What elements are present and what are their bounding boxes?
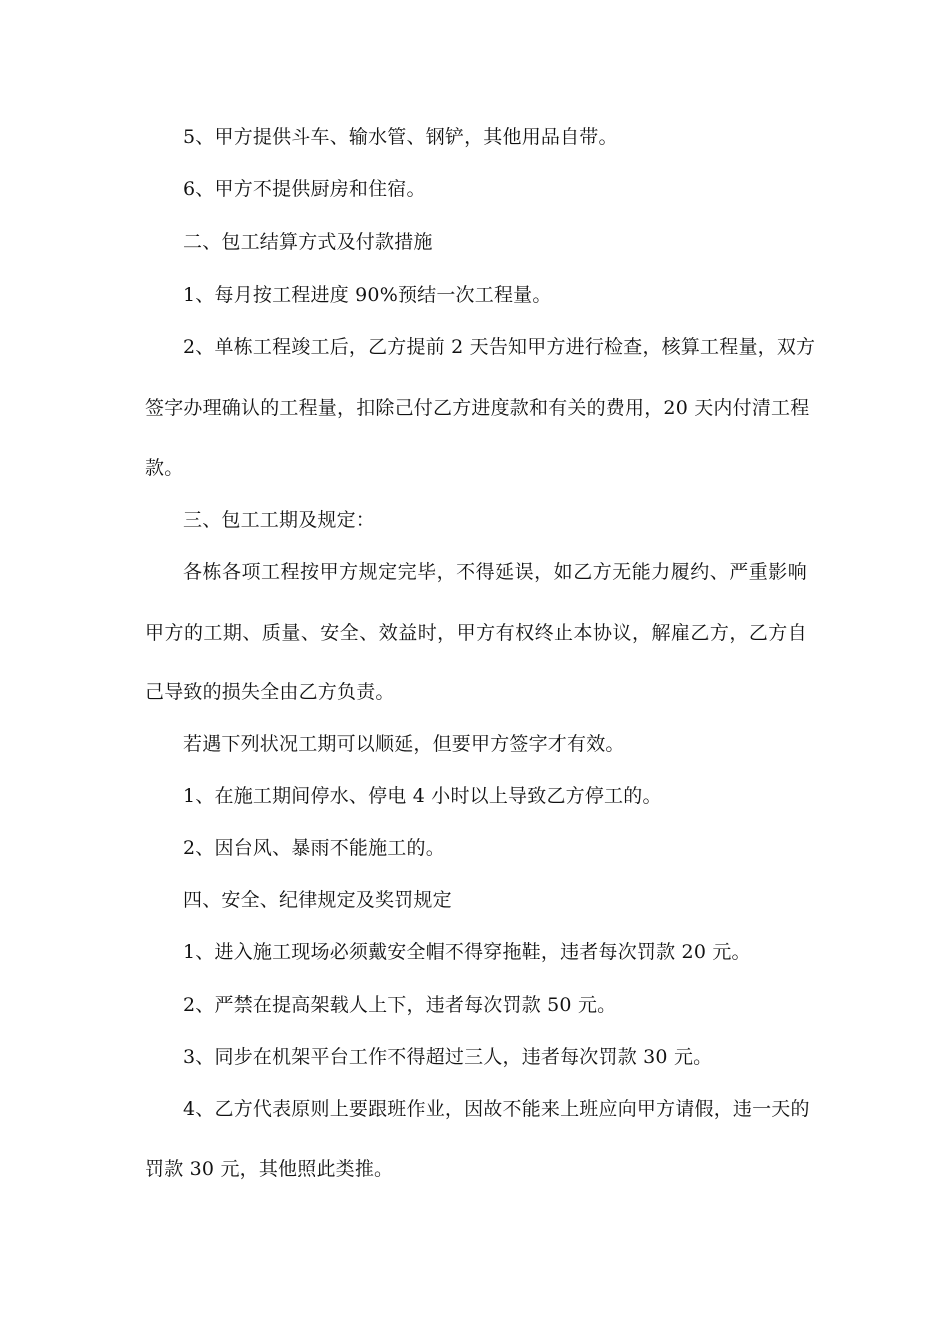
settlement-clause-1: 1、每月按工程进度 90%预结一次工程量。 bbox=[183, 284, 552, 306]
extension-condition-2: 2、因台风、暴雨不能施工的。 bbox=[183, 837, 445, 859]
clause-5-tools: 5、甲方提供斗车、输水管、钢铲，其他用品自带。 bbox=[183, 126, 618, 148]
schedule-paragraph-line-2: 甲方的工期、质量、安全、效益时，甲方有权终止本协议，解雇乙方，乙方自 bbox=[145, 622, 807, 644]
settlement-clause-2-line-2: 签字办理确认的工程量，扣除己付乙方进度款和有关的费用，20 天内付清工程 bbox=[145, 397, 810, 419]
schedule-paragraph-line-3: 己导致的损失全由乙方负责。 bbox=[145, 681, 395, 703]
safety-clause-4-line-2: 罚款 30 元，其他照此类推。 bbox=[145, 1158, 394, 1180]
safety-clause-3: 3、同步在机架平台工作不得超过三人，违者每次罚款 30 元。 bbox=[183, 1046, 713, 1068]
safety-clause-4-line-1: 4、乙方代表原则上要跟班作业，因故不能来上班应向甲方请假，违一天的 bbox=[183, 1098, 810, 1120]
settlement-clause-2-line-3: 款。 bbox=[145, 457, 184, 479]
safety-clause-1: 1、进入施工现场必须戴安全帽不得穿拖鞋，违者每次罚款 20 元。 bbox=[183, 941, 751, 963]
extension-condition-1: 1、在施工期间停水、停电 4 小时以上导致乙方停工的。 bbox=[183, 785, 662, 807]
clause-6-no-housing: 6、甲方不提供厨房和住宿。 bbox=[183, 178, 426, 200]
section-heading-safety: 四、安全、纪律规定及奖罚规定 bbox=[183, 889, 452, 911]
section-heading-schedule: 三、包工工期及规定： bbox=[183, 509, 376, 531]
settlement-clause-2-line-1: 2、单栋工程竣工后，乙方提前 2 天告知甲方进行检查，核算工程量，双方 bbox=[183, 336, 816, 358]
section-heading-settlement: 二、包工结算方式及付款措施 bbox=[183, 231, 433, 253]
safety-clause-2: 2、严禁在提高架载人上下，违者每次罚款 50 元。 bbox=[183, 994, 617, 1016]
schedule-paragraph-line-1: 各栋各项工程按甲方规定完毕，不得延误，如乙方无能力履约、严重影响 bbox=[183, 561, 807, 583]
extension-conditions: 若遇下列状况工期可以顺延，但要甲方签字才有效。 bbox=[183, 733, 625, 755]
